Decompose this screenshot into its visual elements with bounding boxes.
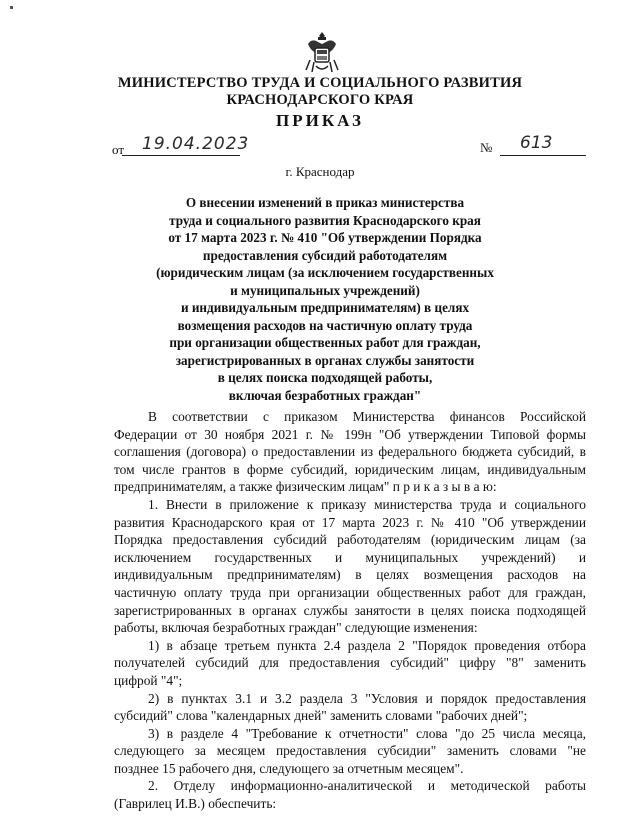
subject-line: (юридическим лицам (за исключением государственных — [156, 265, 494, 280]
paragraph-item-1 — [114, 496, 586, 637]
text-line: работы, включая безработных граждан" следующие изменения: — [114, 620, 478, 636]
paragraph-subitem-1 — [114, 637, 586, 690]
text-line: получателей субсидий для предоставления субсидий" цифру "8" заменить — [114, 655, 586, 671]
text-line: В соответствии с приказом Министерства финансов Российской — [148, 409, 586, 424]
scan-mark — [10, 6, 13, 9]
order-body — [114, 408, 586, 813]
subject-line: предоставления субсидий работодателям — [202, 247, 448, 263]
subject-line: в целях поиска подходящей работы, — [217, 370, 433, 385]
date-underline — [122, 155, 240, 156]
text-line: позднее 15 рабочего дня, следующего за отчетным месяцем". — [114, 760, 464, 776]
text-line: Федерации от 30 ноября 2021 г. № 199н "Об утверждении Типовой формы — [114, 426, 586, 442]
date-label: от — [112, 142, 125, 157]
subject-line: зарегистрированных в органах службы занятости — [175, 352, 475, 368]
text-line: 2) в пунктах 3.1 и 3.2 раздела 3 "Условия и порядок предоставления — [148, 690, 586, 706]
text-line: 2. Отделу информационно-аналитической и методической работы — [148, 778, 586, 794]
number-label: № — [480, 140, 493, 155]
subject-line: О внесении изменений в приказ министерства — [185, 195, 465, 210]
ministry-name-line2: КРАСНОДАРСКОГО КРАЯ — [226, 92, 414, 108]
text-line: 1) в абзаце третьем пункта 2.4 раздела 2 "Порядок проведения отбора — [148, 637, 586, 653]
text-line: индивидуальным предпринимателям) в целях возмещения расходов на — [114, 567, 586, 583]
ministry-name-line1: МИНИСТЕРСТВО ТРУДА И СОЦИАЛЬНОГО РАЗВИТИЯ — [117, 75, 523, 91]
text-line: развития Краснодарского края от 17 марта 2023 г. № 410 "Об утверждении — [114, 514, 586, 530]
city-name: г. Краснодар — [285, 164, 355, 179]
text-line: предпринимателям, а также физическим лицам" п р и к а з ы в а ю: — [114, 479, 497, 495]
paragraph-subitem-3 — [114, 725, 586, 778]
number-underline — [500, 155, 586, 156]
order-number: 613 — [520, 133, 553, 153]
text-line: следующего за месяцем предоставления субсидии" заменить словами "не — [114, 743, 586, 759]
text-line: зарегистрированных в органах службы занятости в целях поиска подходящей — [114, 602, 586, 618]
text-line: частичную оплату труда при организации общественных работ для граждан, — [114, 584, 586, 600]
text-line: Порядка предоставления субсидий работодателям (юридическим лицам (за — [114, 532, 586, 548]
text-line: цифрой "4"; — [114, 672, 183, 688]
order-date: 19.04.2023 — [142, 134, 250, 154]
text-line: (Гаврилец И.В.) обеспечить: — [114, 796, 277, 812]
subject-line: возмещения расходов на частичную оплату труда — [177, 317, 473, 333]
subject-line: труда и социального развития Краснодарского края — [169, 212, 481, 228]
coat-of-arms-icon — [302, 30, 342, 74]
paragraph-preamble — [114, 408, 586, 496]
text-line: 3) в разделе 4 "Требование к отчетности" слова "до 25 числа месяца, — [148, 725, 586, 741]
order-title: ПРИКАЗ — [276, 111, 364, 130]
text-line: соглашения (договора) о предоставлении из федерального бюджета субсидий, в — [114, 444, 586, 460]
subject-line: включая безработных граждан" — [228, 387, 422, 403]
text-line: исключением государственных и муниципальных учреждений) и — [114, 549, 586, 565]
subject-line: и индивидуальным предпринимателям) в целях — [180, 300, 470, 315]
subject-line: при организации общественных работ для граждан, — [169, 335, 481, 350]
order-subject — [150, 194, 500, 404]
text-line: том числе грантов в форме субсидий, юридическим лицам, индивидуальным — [114, 461, 586, 477]
text-line: 1. Внести в приложение к приказу министерства труда и социального — [148, 496, 586, 512]
subject-line: от 17 марта 2023 г. № 410 "Об утверждении Порядка — [168, 230, 482, 245]
paragraph-subitem-2 — [114, 690, 586, 725]
text-line: субсидий" слова "календарных дней" заменить словами "рабочих дней"; — [114, 708, 528, 724]
subject-line: и муниципальных учреждений) — [230, 282, 420, 298]
paragraph-item-2 — [114, 777, 586, 812]
